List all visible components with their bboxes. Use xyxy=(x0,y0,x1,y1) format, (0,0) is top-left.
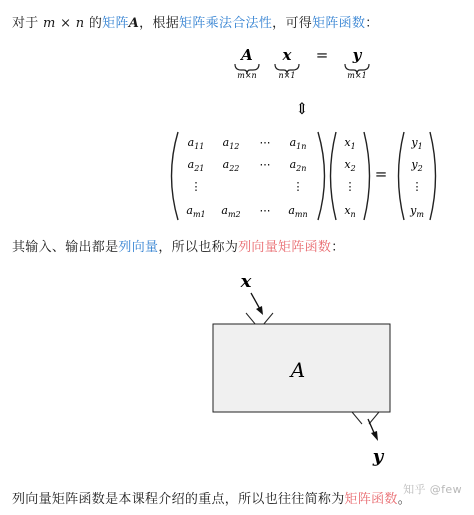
matrix-entry: ⋮ xyxy=(411,180,423,193)
matrix-entry: $x_n$ xyxy=(344,204,356,219)
vector-y-left-paren xyxy=(399,132,405,220)
vector-x-left-paren xyxy=(331,132,337,220)
matrix-entry: $a_{22}$ xyxy=(222,158,240,173)
matrix-entry: $a_{2n}$ xyxy=(289,158,307,173)
matrix-entry: ⋯ xyxy=(259,136,271,149)
shape-equation xyxy=(0,40,474,130)
matrix-entry: $y_2$ xyxy=(411,158,423,173)
matrix-equals: = xyxy=(374,165,388,183)
intro-line: 对于 m × n 的矩阵A，根据矩阵乘法合法性，可得矩阵函数： xyxy=(12,16,379,31)
shape-x: x xyxy=(282,46,292,64)
matrix-A-left-paren xyxy=(172,132,179,220)
matrix-entry: $x_2$ xyxy=(344,158,356,173)
matrix-entry: $a_{21}$ xyxy=(187,158,205,173)
io-line: 其输入、输出都是列向量，所以也称为列向量矩阵函数： xyxy=(12,240,345,255)
matrix-A-right-paren xyxy=(318,132,325,220)
shape-A-sub: m×n xyxy=(237,71,257,80)
output-label-y: y xyxy=(372,446,384,467)
matrix-entry: $a_{12}$ xyxy=(222,136,240,151)
shape-y-sub: m×1 xyxy=(347,71,367,80)
func-term: 矩阵函数 xyxy=(312,16,366,31)
input-port-right xyxy=(263,313,273,325)
equivalence-arrow-icon: ⇕ xyxy=(295,99,309,118)
matrix-entry: $y_m$ xyxy=(410,204,424,219)
input-label-x: x xyxy=(240,271,252,292)
matrix-entry: $a_{11}$ xyxy=(187,136,205,151)
matrix-entry: $a_{1n}$ xyxy=(289,136,307,151)
watermark: 知乎 @few xyxy=(403,483,462,496)
matrix-entry: ⋮ xyxy=(190,180,202,193)
output-port-right xyxy=(369,412,379,424)
matrix-entry: $a_{mn}$ xyxy=(288,204,308,219)
column-vector-term: 列向量 xyxy=(118,240,159,255)
matrix-A-cells xyxy=(186,136,307,219)
vector-y-cells xyxy=(409,136,424,219)
matrix-symbol: A xyxy=(128,16,140,31)
column-vector-func-term: 列向量矩阵函数 xyxy=(238,240,332,255)
shape-equals: = xyxy=(315,46,329,64)
vector-x-cells xyxy=(344,136,355,219)
footer-line: 列向量矩阵函数是本课程介绍的重点，所以也往往简称为矩阵函数。 xyxy=(12,492,412,507)
output-arrow-head-icon xyxy=(371,431,378,441)
matrix-entry: ⋮ xyxy=(344,180,356,193)
matrix-entry: ⋯ xyxy=(259,204,271,217)
input-port-left xyxy=(246,313,256,325)
shape-A: A xyxy=(241,46,253,64)
matrix-entry: $a_{m2}$ xyxy=(221,204,241,219)
dims-expr: m × n xyxy=(43,16,85,31)
function-box-diagram xyxy=(0,265,474,475)
box-label-A: A xyxy=(290,358,306,382)
vector-x-right-paren xyxy=(364,132,370,220)
matrix-entry: $x_1$ xyxy=(344,136,356,151)
rule-term: 矩阵乘法合法性 xyxy=(179,16,273,31)
short-name-term: 矩阵函数 xyxy=(344,492,398,507)
vector-y-right-paren xyxy=(430,132,436,220)
matrix-entry: $a_{m1}$ xyxy=(186,204,206,219)
matrix-entry: ⋯ xyxy=(259,158,271,171)
input-arrow-head-icon xyxy=(256,306,263,315)
shape-x-sub: n×1 xyxy=(278,71,296,80)
output-port-left xyxy=(352,412,362,424)
shape-y: y xyxy=(352,46,362,64)
matrix-entry: $y_1$ xyxy=(411,136,423,151)
matrix-term: 矩阵 xyxy=(102,16,129,31)
matrix-entry: ⋮ xyxy=(292,180,304,193)
matrix-equation xyxy=(0,128,474,228)
